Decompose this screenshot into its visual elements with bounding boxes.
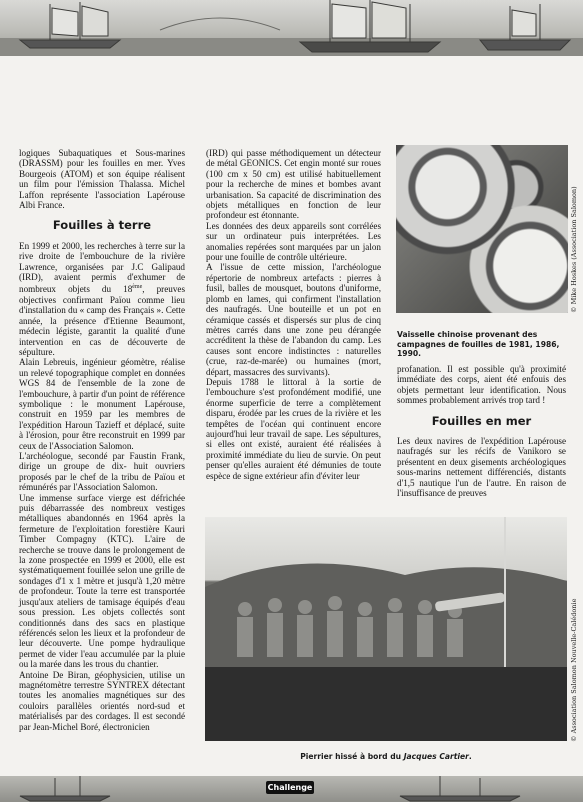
paragraph: A l'issue de cette mission, l'archéologue répertorie de nombreux artefacts : pierres à fusil, balles de mousquet, boutons d'uniforme, plomb en lames, qui confirment l'installation des naufragés. Une bouteille et un pot en céramique cassés et dispersés sur plus de cinq mètres carrés dans une zone peu dérangée accréditent la thèse de l'abandon du camp. Les causes sont encore indistinctes : naturelles (crue, raz-de-marée) ou humaines (mort, départ, massacres des survivants). <box>206 262 381 377</box>
superscript: ème <box>132 284 143 291</box>
crew-photo-caption <box>205 752 567 761</box>
chinese-porcelain-photo <box>396 145 568 313</box>
paragraph: Antoine De Biran, géophysicien, utilise un magnétomètre terrestre SYNTREX détectant toutes les anomalies magnétiques sur des couloirs parallèles orientés nord-sud et matérialisés par des cordages. Il est secondé par Jean-Michel Boré, électronicien <box>19 669 185 732</box>
paragraph <box>19 241 185 358</box>
ship-name: Jacques Cartier <box>403 752 469 761</box>
text-column-right <box>397 364 566 498</box>
text-run: En 1999 et 2000, les recherches à terre sur la rive droite de l'embouchure de la rivière Lawrence, organisées par J.C Galipaud (IRD), avaient permis d'exhumer de nombreux objets du 18 <box>19 240 185 295</box>
text-column-middle <box>206 148 381 481</box>
paragraph: (IRD) qui passe méthodiquement un détecteur de métal GEONICS. Cet engin monté sur roues (100 cm x 50 cm) est utilisé habituellement pour la recherche de mines et bombes avant urbanisation. Sa capacité de discrimination des objets métalliques en fonction de leur profondeur est étonnante. <box>206 148 381 221</box>
text-run: , preuves objectives confirmant Païou comme lieu d'installation du « camp des Français ». Cette année, la présence d'Etienne Beaumont, médecin légiste, garantit la qualité d'une intervention en cas de découverte de sépulture. <box>19 284 185 357</box>
top-ships-banner <box>0 0 583 56</box>
paragraph: profanation. Il est possible qu'à proximité immédiate des corps, aient été enfouis des objets permettant leur identification. Nous sommes probablement arrivés trop tard ! <box>397 364 566 406</box>
paragraph: Depuis 1788 le littoral à la sortie de l'embouchure s'est profondément modifié, une énorme superficie de terre a complètement disparu, érodée par les crues de la rivière et les tempêtes de l'océan qui continuent encore aujourd'hui leur travail de sape. Les sépultures, si elles ont existé, auraient été réalisées à proximité immédiate du lieu de survie. On peut penser qu'elles auraient été démunies de toute espèce de signe extérieur afin d'éviter leur <box>206 376 381 481</box>
paragraph: Les données des deux appareils sont corrélées sur un ordinateur puis interprétées. Les anomalies repérées sont marquées par un jalon pour une fouille de contrôle ultérieure. <box>206 220 381 263</box>
caption-text: Pierrier hissé à bord du <box>300 752 404 761</box>
ships-illustration <box>0 0 583 56</box>
paragraph: Alain Lebreuis, ingénieur géomètre, réalise un relevé topographique complet en données WGS 84 de l'ensemble de la zone de l'embouchure, à partir d'un point de référence symbolique : le monument Lapérouse, construit en 1959 par les membres de l'expédition Haroun Tazieff et déplacé, suite à l'érosion, pour être reconstruit en 1999 par ceux de l'Association Salomon. <box>19 357 185 451</box>
paragraph: Une immense surface vierge est défrichée puis débarrassée des nombreux vestiges métalliques abandonnés en 1964 après la fermeture de l'exploitation forestière Kauri Timber Compagny (KTC). L'aire de recherche se trouve dans le prolongement de la zone prospectée en 1999 et 2000, elle est systématiquement fouillée selon une grille de sondages d'1 x 1 mètre et jusqu'à 1,20 mètre de profondeur. Toute la terre est transportée jusqu'aux ateliers de tamisage équipés d'eau sous pression. Les objets collectés sont conditionnés dans des sacs en plastique référencés selon les lieux et la profondeur de leur découverte. Une pompe hydraulique permet de vider l'eau accumulée par la pluie ou la marée dans les trous du chantier. <box>19 492 185 670</box>
crew-on-boat-photo <box>205 517 567 741</box>
crew-photo-shapes <box>205 517 567 741</box>
text-column-left <box>19 148 185 732</box>
paragraph: L'archéologue, secondé par Faustin Frank, dirige un groupe de dix- huit ouvriers proposés par le chef de la tribu de Païou et rémunérés par l'Association Salomon. <box>19 451 185 493</box>
challenge-logo: Challenge <box>267 783 313 792</box>
porcelain-photo-credit: © Mike Hoskes (Association Salomon) <box>570 186 578 313</box>
porcelain-photo-caption: Vaisselle chinoise provenant des campagnes de fouilles de 1981, 1986, 1990. <box>397 330 560 358</box>
section-heading-land: Fouilles à terre <box>52 218 152 233</box>
crew-photo-credit: © Association Salomon Nouvelle-Calédonie <box>570 598 578 742</box>
section-heading-sea: Fouilles en mer <box>431 413 532 428</box>
paragraph: logiques Subaquatiques et Sous-marines (DRASSM) pour les fouilles en mer. Yves Bourgeois (ATOM) et son équipe réalisent un film pour l'émission Thalassa. Michel Laffon représente l'association Lapérouse Albi France. <box>19 148 185 211</box>
caption-text: . <box>468 752 472 761</box>
paragraph: Les deux navires de l'expédition Lapérouse naufragés sur les récifs de Vanikoro se présentent en deux gisements archéologiques sous-marins nettement différenciés, distants d'1,5 nautique l'un de l'autre. En raison de l'insuffisance de preuves <box>397 436 566 499</box>
